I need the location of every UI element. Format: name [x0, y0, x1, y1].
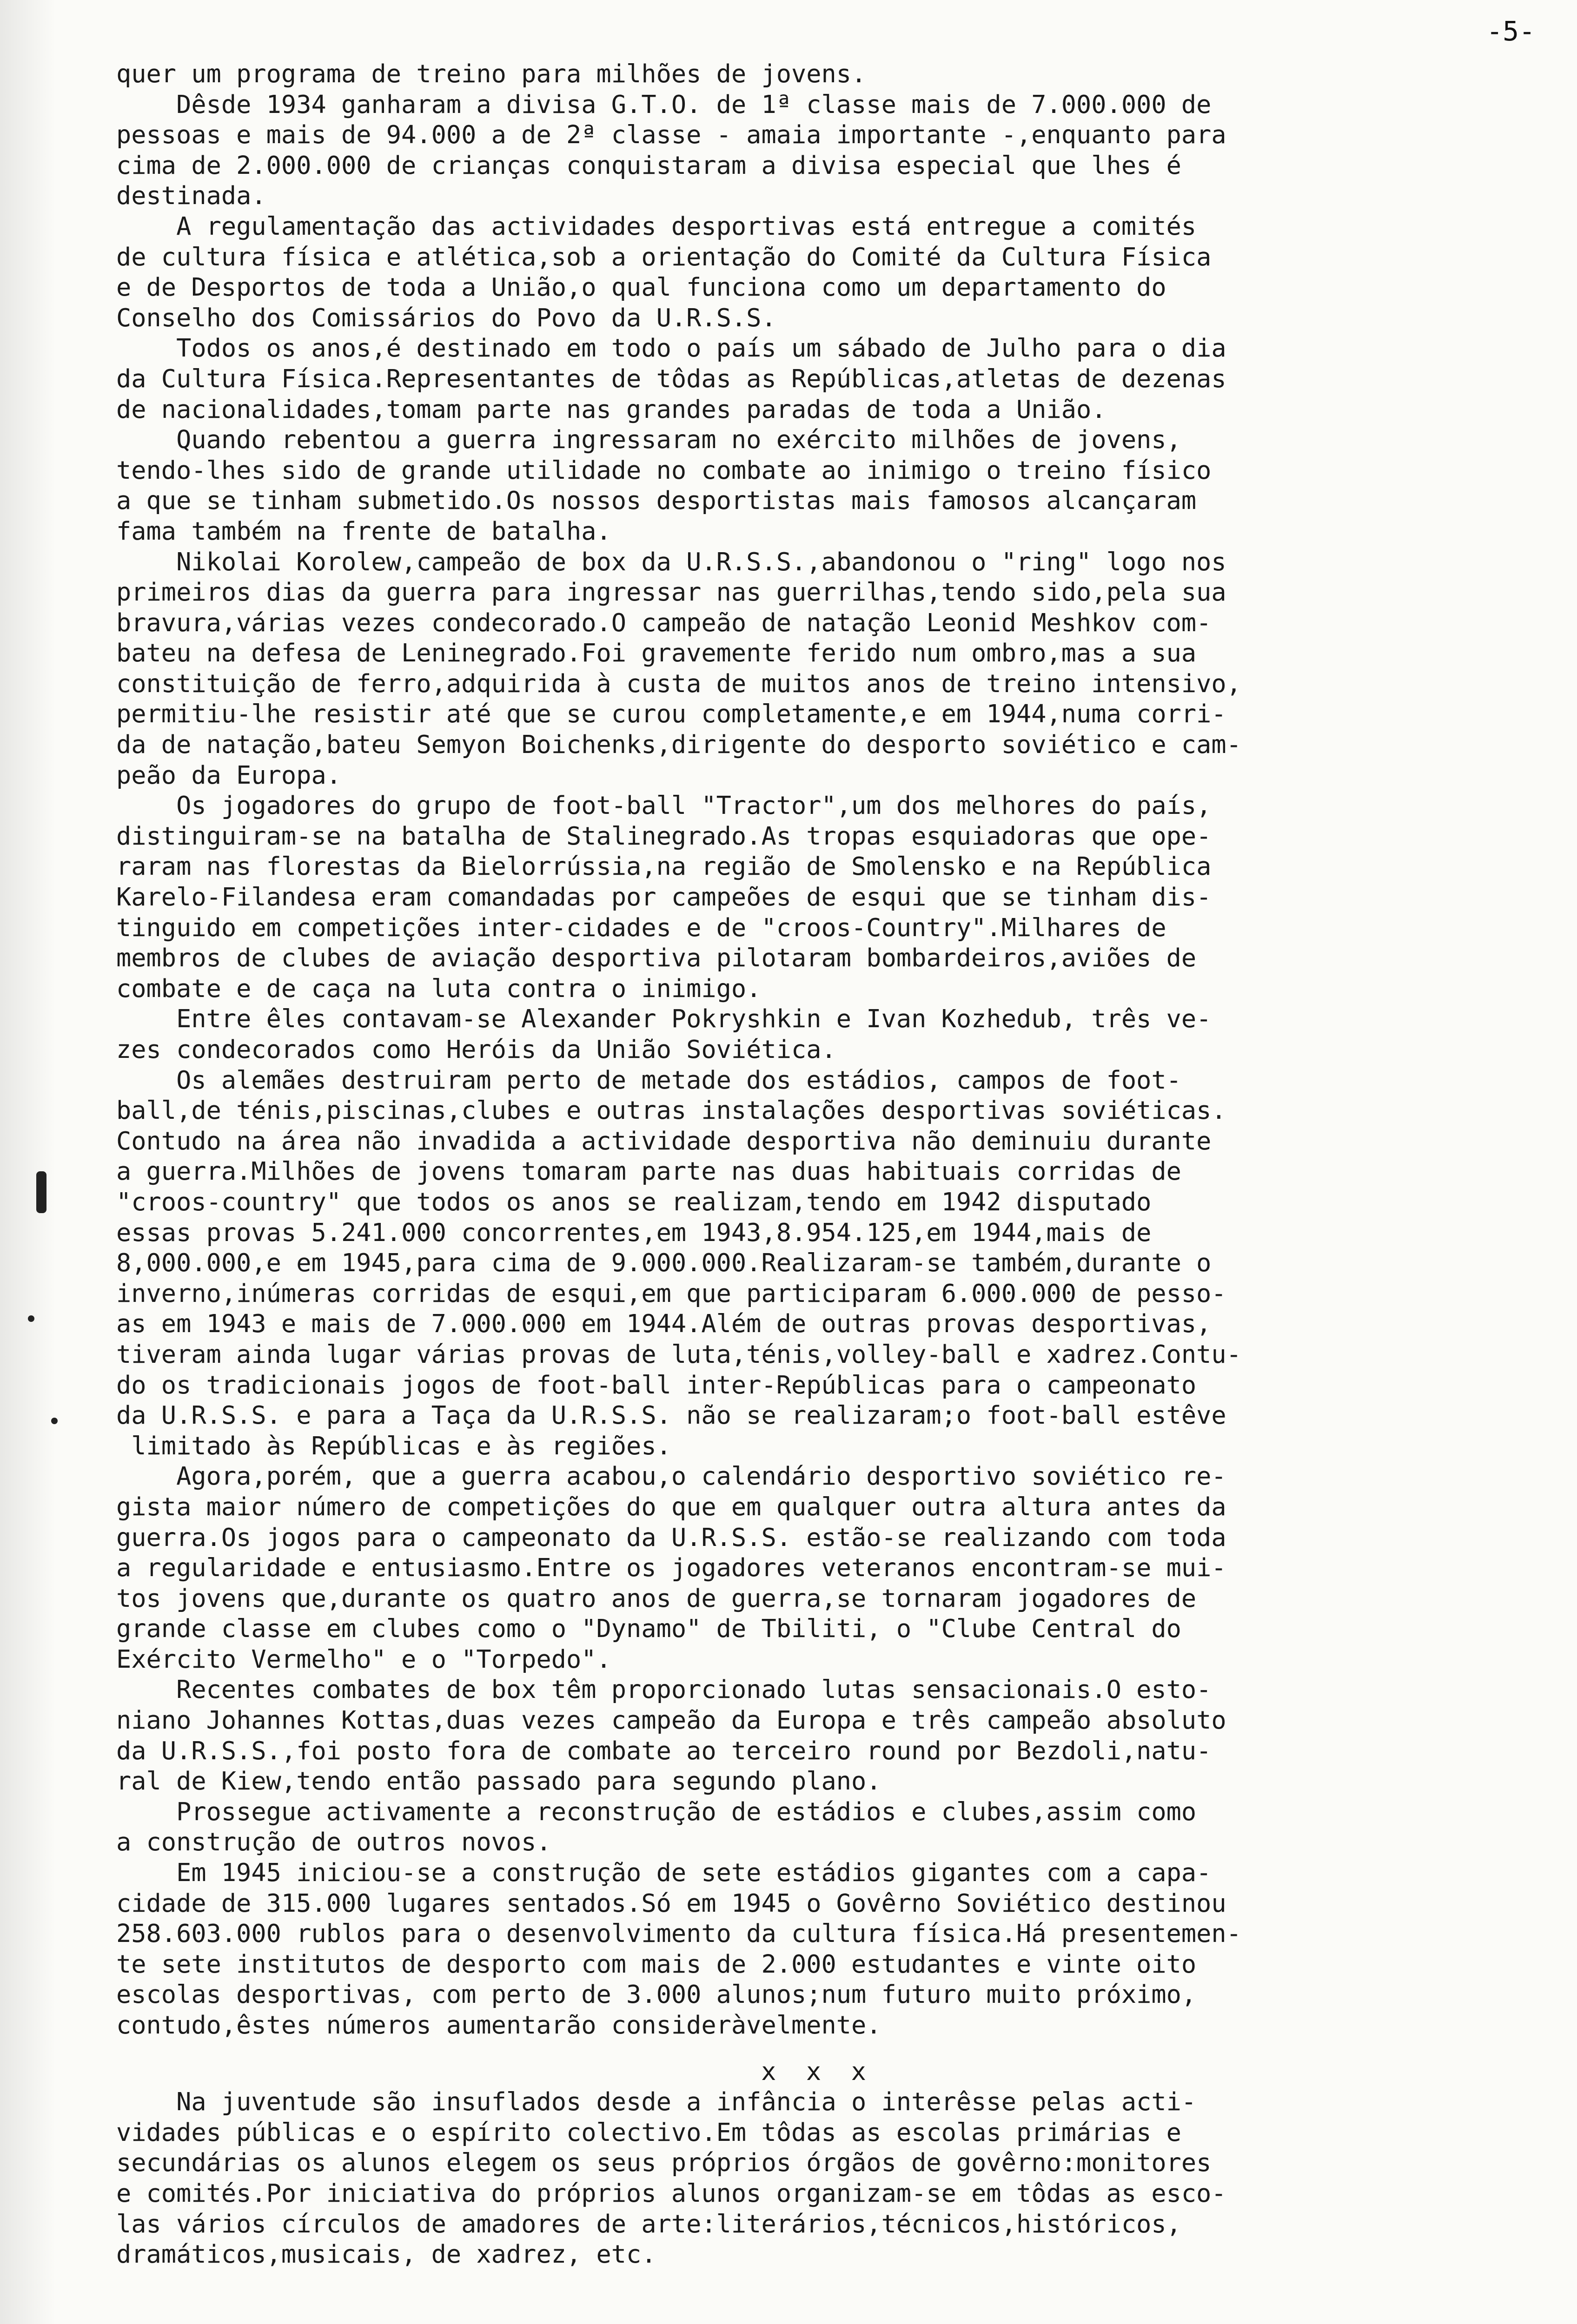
- text-line: a construção de outros novos.: [116, 1827, 551, 1857]
- text-line: Dêsde 1934 ganharam a divisa G.T.O. de 1ª classe mais de 7.000.000 de: [116, 89, 1212, 119]
- text-line: as em 1943 e mais de 7.000.000 em 1944.Além de outras provas desportivas,: [116, 1309, 1212, 1339]
- text-line: primeiros dias da guerra para ingressar nas guerrilhas,tendo sido,pela sua: [116, 577, 1226, 607]
- text-line: pessoas e mais de 94.000 a de 2ª classe - amaia importante -,enquanto para: [116, 120, 1226, 150]
- text-line: ball,de ténis,piscinas,clubes e outras instalações desportivas soviéticas.: [116, 1096, 1226, 1125]
- binder-dot-mark: [51, 1418, 58, 1424]
- text-line: A regulamentação das actividades desportivas está entregue a comités: [116, 211, 1197, 241]
- text-line: combate e de caça na luta contra o inimigo.: [116, 973, 762, 1003]
- text-line: constituição de ferro,adquirida à custa de muitos anos de treino intensivo,: [116, 668, 1241, 698]
- text-line: gista maior número de competições do que em qualquer outra altura antes da: [116, 1492, 1226, 1521]
- text-line: bateu na defesa de Leninegrado.Foi gravemente ferido num ombro,mas a sua: [116, 638, 1197, 668]
- text-line: do os tradicionais jogos de foot-ball inter-Repúblicas para o campeonato: [116, 1370, 1197, 1400]
- text-line: membros de clubes de aviação desportiva pilotaram bombardeiros,aviões de: [116, 943, 1197, 973]
- binder-dot-mark: [28, 1315, 34, 1322]
- main-text-lines: [116, 59, 1511, 2040]
- text-line: inverno,inúmeras corridas de esqui,em que participaram 6.000.000 de pesso-: [116, 1278, 1226, 1308]
- text-line: permitiu-lhe resistir até que se curou completamente,e em 1944,numa corri-: [116, 699, 1226, 729]
- text-line: raram nas florestas da Bielorrússia,na região de Smolensko e na República: [116, 852, 1212, 881]
- text-line: de cultura física e atlética,sob a orientação do Comité da Cultura Física: [116, 242, 1212, 271]
- body-text: [116, 59, 1511, 2270]
- text-line: tinguido em competições inter-cidades e de "croos-Country".Milhares de: [116, 912, 1166, 942]
- text-line: las vários círculos de amadores de arte:literários,técnicos,históricos,: [116, 2209, 1181, 2238]
- text-line: cidade de 315.000 lugares sentados.Só em 1945 o Govêrno Soviético destinou: [116, 1888, 1226, 1918]
- text-line: Entre êles contavam-se Alexander Pokryshkin e Ivan Kozhedub, três ve-: [116, 1004, 1212, 1034]
- binder-hole-mark: [36, 1171, 46, 1213]
- text-line: contudo,êstes números aumentarão consideràvelmente.: [116, 2010, 881, 2040]
- section-separator: x x x: [761, 2056, 866, 2086]
- text-line: Conselho dos Comissários do Povo da U.R.S.S.: [116, 303, 776, 332]
- text-line: e de Desportos de toda a União,o qual funciona como um departamento do: [116, 272, 1166, 302]
- text-line: dramáticos,musicais, de xadrez, etc.: [116, 2239, 656, 2269]
- text-line: a que se tinham submetido.Os nossos desportistas mais famosos alcançaram: [116, 486, 1197, 515]
- closing-text-lines: [116, 2086, 1511, 2270]
- page-number: -5-: [1486, 15, 1535, 47]
- text-line: Karelo-Filandesa eram comandadas por campeões de esqui que se tinham dis-: [116, 882, 1212, 912]
- text-line: Todos os anos,é destinado em todo o país um sábado de Julho para o dia: [116, 333, 1226, 363]
- text-line: niano Johannes Kottas,duas vezes campeão da Europa e três campeão absoluto: [116, 1705, 1226, 1735]
- text-line: e comités.Por iniciativa do próprios alunos organizam-se em tôdas as esco-: [116, 2178, 1226, 2208]
- text-line: zes condecorados como Heróis da União Soviética.: [116, 1035, 836, 1064]
- text-line: da U.R.S.S.,foi posto fora de combate ao terceiro round por Bezdoli,natu-: [116, 1736, 1212, 1765]
- text-line: a regularidade e entusiasmo.Entre os jogadores veteranos encontram-se mui-: [116, 1553, 1226, 1583]
- text-line: Os alemães destruiram perto de metade dos estádios, campos de foot-: [116, 1065, 1181, 1095]
- text-line: limitado às Repúblicas e às regiões.: [116, 1431, 671, 1460]
- scan-shadow: [0, 0, 56, 2324]
- text-line: Em 1945 iniciou-se a construção de sete estádios gigantes com a capa-: [116, 1858, 1212, 1888]
- text-line: secundárias os alunos elegem os seus próprios órgãos de govêrno:monitores: [116, 2148, 1212, 2178]
- text-line: ral de Kiew,tendo então passado para segundo plano.: [116, 1766, 881, 1796]
- text-line: Recentes combates de box têm proporcionado lutas sensacionais.O esto-: [116, 1675, 1212, 1704]
- text-line: 8,000.000,e em 1945,para cima de 9.000.000.Realizaram-se também,durante o: [116, 1248, 1212, 1278]
- text-line: guerra.Os jogos para o campeonato da U.R.S.S. estão-se realizando com toda: [116, 1522, 1226, 1552]
- paragraph-gap: [116, 2040, 1511, 2056]
- text-line: Agora,porém, que a guerra acabou,o calendário desportivo soviético re-: [116, 1461, 1226, 1491]
- text-line: da de natação,bateu Semyon Boichenks,dirigente do desporto soviético e cam-: [116, 730, 1241, 759]
- text-line: cima de 2.000.000 de crianças conquistaram a divisa especial que lhes é: [116, 150, 1181, 180]
- text-line: fama também na frente de batalha.: [116, 516, 611, 546]
- text-line: tos jovens que,durante os quatro anos de guerra,se tornaram jogadores de: [116, 1583, 1197, 1613]
- text-line: tendo-lhes sido de grande utilidade no combate ao inimigo o treino físico: [116, 455, 1212, 485]
- text-line: tiveram ainda lugar várias provas de luta,ténis,volley-ball e xadrez.Contu-: [116, 1339, 1241, 1369]
- text-line: distinguiram-se na batalha de Stalinegrado.As tropas esquiadoras que ope-: [116, 821, 1212, 851]
- text-line: Na juventude são insuflados desde a infância o interêsse pelas acti-: [116, 2087, 1197, 2117]
- text-line: destinada.: [116, 181, 266, 211]
- text-line: "croos-country" que todos os anos se realizam,tendo em 1942 disputado: [116, 1187, 1152, 1216]
- text-line: Contudo na área não invadida a actividade desportiva não deminuiu durante: [116, 1126, 1212, 1155]
- text-line: vidades públicas e o espírito colectivo.Em tôdas as escolas primárias e: [116, 2117, 1181, 2147]
- text-line: da Cultura Física.Representantes de tôdas as Repúblicas,atletas de dezenas: [116, 363, 1226, 393]
- text-line: escolas desportivas, com perto de 3.000 alunos;num futuro muito próximo,: [116, 1980, 1197, 2009]
- text-line: Quando rebentou a guerra ingressaram no exército milhões de jovens,: [116, 425, 1181, 455]
- text-line: bravura,várias vezes condecorado.O campeão de natação Leonid Meshkov com-: [116, 607, 1212, 637]
- text-line: Os jogadores do grupo de foot-ball "Tractor",um dos melhores do país,: [116, 791, 1212, 820]
- text-line: quer um programa de treino para milhões de jovens.: [116, 59, 867, 88]
- text-line: 258.603.000 rublos para o desenvolvimento da cultura física.Há presentemen-: [116, 1919, 1241, 1948]
- text-line: da U.R.S.S. e para a Taça da U.R.S.S. não se realizaram;o foot-ball estêve: [116, 1400, 1226, 1430]
- text-line: a guerra.Milhões de jovens tomaram parte nas duas habituais corridas de: [116, 1156, 1181, 1186]
- text-line: Prossegue activamente a reconstrução de estádios e clubes,assim como: [116, 1796, 1197, 1826]
- text-line: grande classe em clubes como o "Dynamo" de Tbiliti, o "Clube Central do: [116, 1614, 1181, 1644]
- text-line: te sete institutos de desporto com mais de 2.000 estudantes e vinte oito: [116, 1949, 1197, 1979]
- text-line: essas provas 5.241.000 concorrentes,em 1943,8.954.125,em 1944,mais de: [116, 1217, 1152, 1247]
- text-line: de nacionalidades,tomam parte nas grandes paradas de toda a União.: [116, 394, 1107, 424]
- text-line: peão da Europa.: [116, 760, 341, 790]
- text-line: Exército Vermelho" e o "Torpedo".: [116, 1644, 611, 1674]
- text-line: Nikolai Korolew,campeão de box da U.R.S.S.,abandonou o "ring" logo nos: [116, 547, 1226, 576]
